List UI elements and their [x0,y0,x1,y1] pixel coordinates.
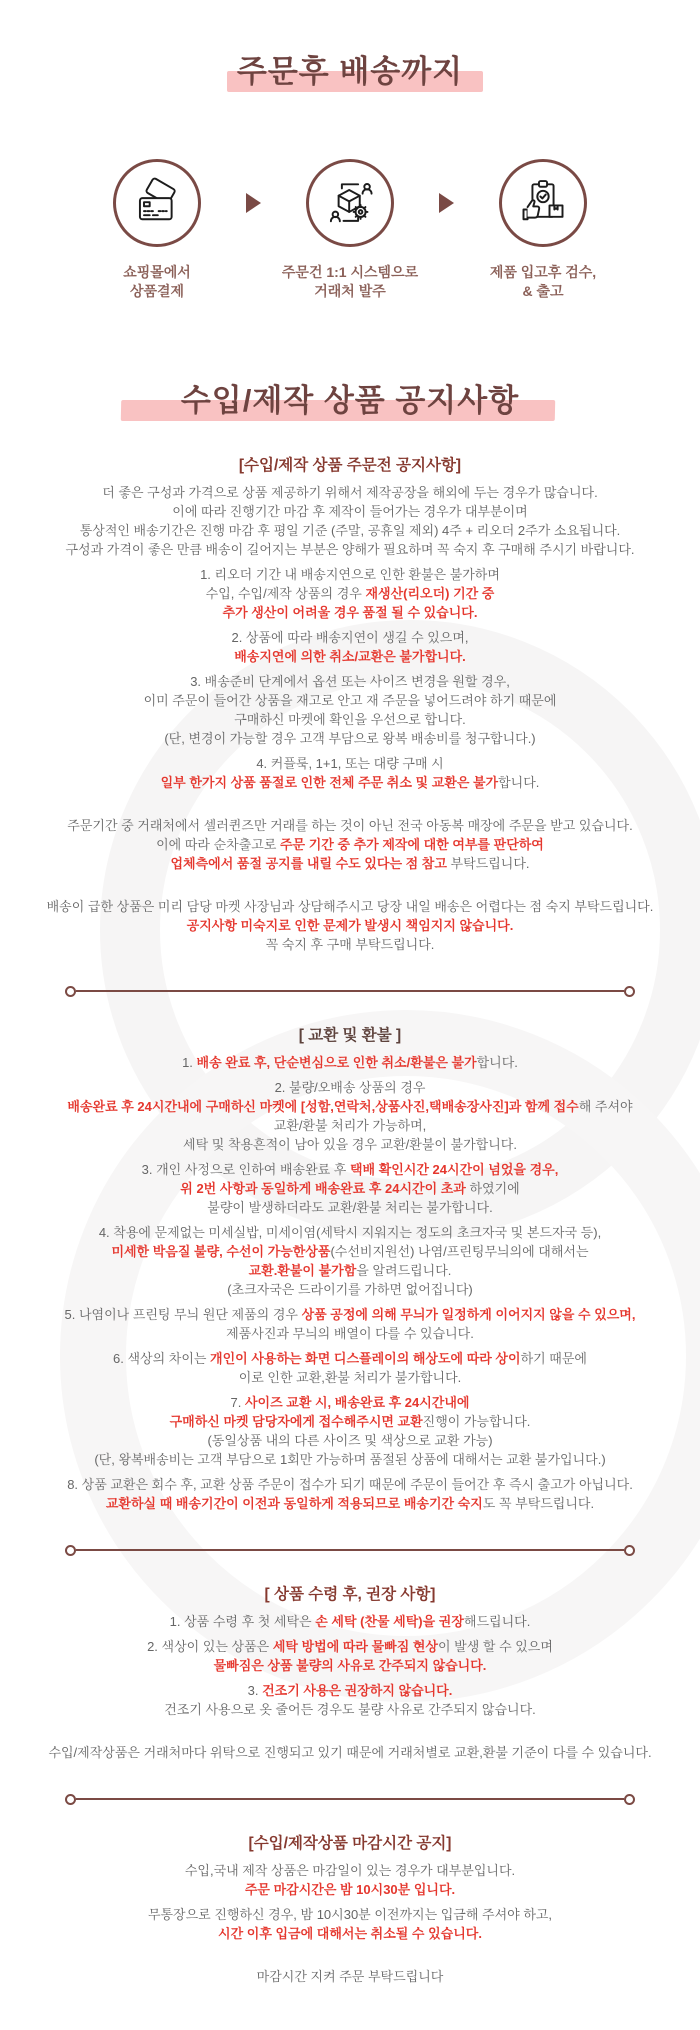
notice-paragraph: 1. 상품 수령 후 첫 세탁은 손 세탁 (찬물 세탁)을 권장해드립니다. [169,1614,531,1629]
section-exchange-refund [0,1026,700,1513]
notice-paragraph: 2. 색상이 있는 상품은 세탁 방법에 따라 물빠짐 현상이 발생 할 수 있으며 물빠짐은 상품 불량의 사유로 간주되지 않습니다. [147,1639,553,1673]
notice-paragraph: 수입,국내 제작 상품은 마감일이 있는 경우가 대부분입니다. 주문 마감시간은 밤 10시30분 입니다. [184,1863,516,1897]
step-circle [306,159,394,247]
notice-paragraph: 6. 색상의 차이는 개인이 사용하는 화면 디스플레이의 해상도에 따라 상이하기 때문에 이로 인한 교환,환불 처리가 불가합니다. [113,1351,587,1385]
notice-paragraph: 1. 배송 완료 후, 단순변심으로 인한 취소/환불은 불가합니다. [182,1055,518,1070]
notice-title-row [0,385,700,416]
step-order-system [261,159,439,301]
arrow-right-icon [246,193,261,213]
section-divider [76,1798,624,1800]
section-deadline-notice [0,1834,700,1986]
notice-paragraph: 1. 리오더 기간 내 배송지연으로 인한 환불은 불가하며 수입, 수입/제작 상품의 경우 재생산(리오더) 기간 중 추가 생산이 어려울 경우 품절 될 수 있습니다. [200,567,500,620]
notice-paragraph: 2. 상품에 따라 배송지연이 생길 수 있으며, 배송지연에 의한 취소/교환은 불가합니다. [231,630,469,664]
section-preorder-notice [0,456,700,954]
notice-paragraph: 4. 착용에 문제없는 미세실밥, 미세이염(세탁시 지워지는 정도의 초크자국 및 본드자국 등), 미세한 박음질 불량, 수선이 가능한상품(수선비지원선) 나염/프린팅무늬의에 대해서는 교환.환불이 불가함을 알려드립니다. (초크자국은 드라이기를 가하면 없어집니다) [98,1225,602,1297]
credit-card-icon [131,177,183,229]
notice-paragraph: 배송이 급한 상품은 미리 담당 마켓 사장님과 상담해주시고 당장 내일 배송은 어렵다는 점 숙지 부탁드립니다. 공지사항 미숙지로 인한 문제가 발생시 책임지지 않습니다. 꼭 숙지 후 구매 부탁드립니다. [46,899,654,952]
notice-paragraph: 수입/제작상품은 거래처마다 위탁으로 진행되고 있기 때문에 거래처별로 교환,환불 기준이 다를 수 있습니다. [48,1745,652,1760]
inspection-shipping-icon [517,177,569,229]
notice-paragraph: 4. 커플룩, 1+1, 또는 대량 구매 시 일부 한가지 상품 품절로 인한 전체 주문 취소 및 교환은 불가합니다. [160,756,540,790]
delivery-title-row [0,0,700,87]
order-system-icon [324,177,376,229]
delivery-title: 주문후 배송까지 [236,54,464,89]
notice-paragraph: 3. 개인 사정으로 인하여 배송완료 후 택배 확인시간 24시간이 넘었을 경우, 위 2번 사항과 동일하게 배송완료 후 24시간이 초과 하였기에 불량이 발생하더라도 교환/환불 처리는 불가합니다. [141,1162,559,1215]
step-inspection [454,159,632,301]
notice-paragraph: 5. 나염이나 프린팅 무늬 원단 제품의 경우 상품 공정에 의해 무늬가 일정하게 이어지지 않을 수 있으며, 제품사진과 무늬의 배열이 다를 수 있습니다. [64,1307,636,1341]
notice-paragraph: 주문기간 중 거래처에서 셀러퀸즈만 거래를 하는 것이 아닌 전국 아동복 매장에 주문을 받고 있습니다. 이에 따라 순차출고로 주문 기간 중 추가 제작에 대한 여부를 판단하여 업체측에서 품절 공지를 내릴 수도 있다는 점 참고 부탁드립니다. [67,818,633,871]
section-heading: [ 교환 및 환불 ] [298,1027,402,1044]
section-heading: [ 상품 수령 후, 권장 사항] [264,1586,436,1603]
step-label: 제품 입고후 검수, & 출고 [489,264,597,299]
notice-paragraph: 마감시간 지켜 주문 부탁드립니다 [256,1969,444,1984]
step-label: 주문건 1:1 시스템으로 거래처 발주 [281,264,419,299]
notice-paragraph: 3. 건조기 사용은 권장하지 않습니다. 건조기 사용으로 옷 줄어든 경우도 불량 사유로 간주되지 않습니다. [164,1683,536,1717]
notice-paragraph: 8. 상품 교환은 회수 후, 교환 상품 주문이 접수가 되기 때문에 주문이 들어간 후 즉시 출고가 아닙니다. 교환하실 때 배송기간이 이전과 동일하게 적용되므로 배송기간 숙지도 꼭 부탁드립니다. [67,1477,633,1511]
notice-paragraph: 2. 불량/오배송 상품의 경우 배송완료 후 24시간내에 구매하신 마켓에 [성함,연락처,상품사진,택배송장사진]과 함께 접수해 주셔야 교환/환불 처리가 가능하며, 세탁 및 착용흔적이 남아 있을 경우 교환/환불이 불가합니다. [67,1080,633,1152]
notice-title: 수입/제작 상품 공지사항 [180,383,520,418]
section-body [0,1861,700,1986]
notice-paragraph: 3. 배송준비 단계에서 옵션 또는 사이즈 변경을 원할 경우, 이미 주문이 들어간 상품을 재고로 안고 재 주문을 넣어드려야 하기 때문에 구매하신 마켓에 확인을 우선으로 합니다. (단, 변경이 가능할 경우 고객 부담으로 왕복 배송비를 청구합니다.) [143,674,557,746]
section-heading: [수입/제작 상품 주문전 공지사항] [238,457,462,474]
section-heading: [수입/제작상품 마감시간 공지] [248,1835,452,1852]
order-process-steps [0,159,700,301]
arrow-right-icon [439,193,454,213]
section-divider [76,990,624,992]
step-circle [113,159,201,247]
step-payment [68,159,246,301]
step-label: 쇼핑몰에서 상품결제 [123,264,191,299]
notice-paragraph: 7. 사이즈 교환 시, 배송완료 후 24시간내에 구매하신 마켓 담당자에게 접수해주시면 교환진행이 가능합니다. (동일상품 내의 다른 사이즈 및 색상으로 교환 가능) (단, 왕복배송비는 고객 부담으로 1회만 가능하며 품절된 상품에 대해서는 교환 불가입니다.) [94,1395,606,1467]
section-divider [76,1549,624,1551]
section-body [0,1612,700,1762]
section-body [0,1053,700,1513]
step-circle [499,159,587,247]
section-body [0,483,700,954]
notice-paragraph: 더 좋은 구성과 가격으로 상품 제공하기 위해서 제작공장을 해외에 두는 경우가 많습니다. 이에 따라 진행기간 마감 후 제작이 들어가는 경우가 대부분이며 통상적인 배송기간은 진행 마감 후 평일 기준 (주말, 공휴일 제외) 4주 + 리오더 2주가 소요됩니다. 구성과 가격이 좋은 만큼 배송이 길어지는 부분은 양해가 필요하며 꼭 숙지 후 구매해 주시기 바랍니다. [65,485,635,557]
notice-paragraph: 무통장으로 진행하신 경우, 밤 10시30분 이전까지는 입금해 주셔야 하고, 시간 이후 입금에 대해서는 취소될 수 있습니다. [147,1907,553,1941]
section-after-receipt [0,1585,700,1762]
